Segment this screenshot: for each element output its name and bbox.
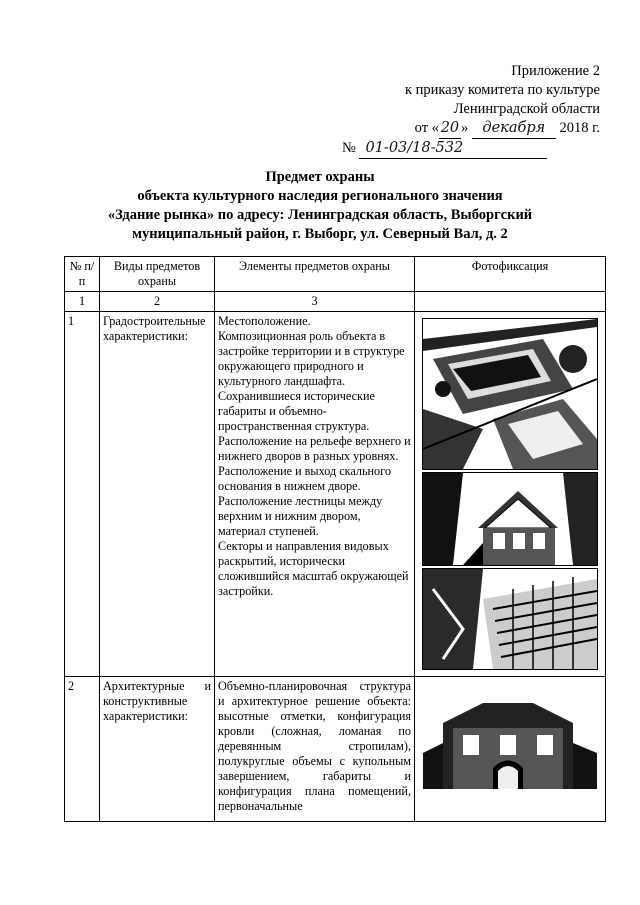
header-num: № п/п	[65, 257, 100, 292]
row-type: Градостроительные характеристики:	[100, 312, 215, 677]
staircase-photo	[422, 568, 598, 670]
building-photo	[422, 472, 598, 566]
table-numbering-row	[65, 292, 606, 312]
row-elements: Объемно-планировочная структура и архитектурное решение объекта: высотные отметки, конфигурация кровли (сложная, ломаная по деревянным стропилам), полукруглые объемы с купольным завершением, габариты и конфигурация плана помещений, первоначальные	[215, 677, 415, 822]
appendix-date: от « 20 » декабря 2018 г.	[340, 119, 600, 139]
title-line-4: муниципальный район, г. Выборг, ул. Северный Вал, д. 2	[132, 226, 508, 242]
row-elements: Местоположение. Композиционная роль объекта в застройке территории и в структуре окружающего природного и культурного ландшафта. Сохранившиеся исторические габариты и объемно-пространственная структура. Расположение на рельефе верхнего и нижнего дворов в разных уровнях. Расположение и выход скального основания в нижнем дворе. Расположение лестницы между верхним и нижним двором, материал ступеней. Секторы и направления видовых раскрытий, исторически сложившийся масштаб окружающей застройки.	[215, 312, 415, 677]
title-line-3: «Здание рынка» по адресу: Ленинградская область, Выборгский	[107, 207, 533, 223]
numbering-cell: 1	[65, 292, 100, 312]
appendix-block	[340, 62, 600, 159]
title-line-2: объекта культурного наследия регионального значения	[137, 188, 503, 204]
numbering-cell	[415, 292, 606, 312]
row-type: Архитектурные и конструктивные характеристики:	[100, 677, 215, 822]
header-photo: Фотофиксация	[415, 257, 606, 292]
header-elements: Элементы предметов охраны	[215, 257, 415, 292]
title-line-1: Предмет охраны	[265, 169, 375, 185]
handwritten-number: 01-03/18-532	[359, 139, 547, 159]
appendix-region: Ленинградской области	[453, 101, 600, 117]
row-num: 1	[65, 312, 100, 677]
appendix-title: Приложение 2	[511, 63, 600, 79]
table-row	[65, 677, 606, 822]
row-num: 2	[65, 677, 100, 822]
table-header-row	[65, 257, 606, 292]
row-photos	[415, 312, 606, 677]
appendix-number: № 01-03/18-532	[340, 139, 600, 159]
facade-photo	[423, 693, 597, 789]
row-photos	[415, 677, 606, 822]
handwritten-month: декабря	[472, 119, 556, 139]
handwritten-day: 20	[439, 119, 461, 139]
appendix-order: к приказу комитета по культуре	[404, 82, 600, 98]
table-row	[65, 312, 606, 677]
numbering-cell: 2	[100, 292, 215, 312]
document-title	[60, 168, 580, 244]
header-type: Виды предметов охраны	[100, 257, 215, 292]
numbering-cell: 3	[215, 292, 415, 312]
protection-table	[64, 256, 606, 822]
aerial-photo	[422, 318, 598, 470]
